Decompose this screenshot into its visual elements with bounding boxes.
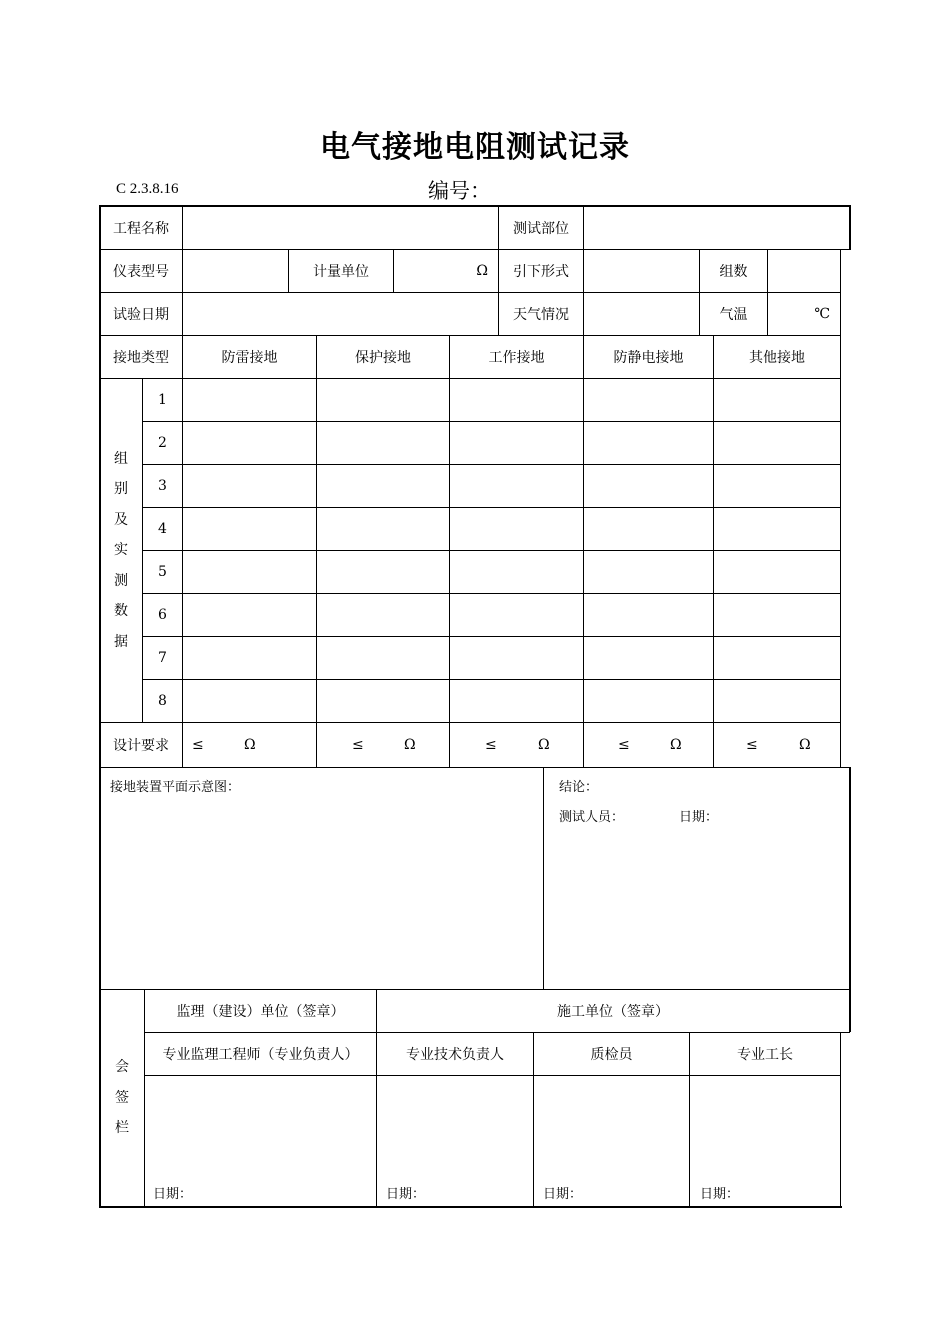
- signoff-label-char: 会: [115, 1059, 129, 1076]
- measurement-cell[interactable]: [450, 680, 583, 722]
- group-label-char: 据: [114, 633, 128, 650]
- plan-diagram-area[interactable]: [101, 798, 542, 988]
- group-data-side-label: [100, 379, 142, 722]
- measurement-cell[interactable]: [584, 465, 713, 507]
- grounding-type-other: 其他接地: [749, 350, 805, 366]
- construction-unit-label: 施工单位（签章）: [557, 1004, 669, 1020]
- signoff-side-label: [100, 990, 144, 1206]
- measurement-cell[interactable]: [584, 551, 713, 593]
- group-label-char: 数: [114, 603, 128, 620]
- group-count-field[interactable]: [768, 250, 840, 292]
- design-le-symbol: ≤: [618, 737, 630, 753]
- design-ohm-unit: Ω: [404, 737, 416, 753]
- measurement-cell[interactable]: [450, 551, 583, 593]
- group-row-number: 3: [158, 478, 167, 494]
- measurement-cell[interactable]: [183, 422, 316, 464]
- design-ohm-unit: Ω: [538, 737, 550, 753]
- design-le-symbol: ≤: [485, 737, 497, 753]
- measure-unit-label: 计量单位: [313, 264, 369, 280]
- group-row-number: 2: [158, 435, 167, 451]
- quality-inspector-signature[interactable]: [534, 1076, 689, 1176]
- measurement-cell[interactable]: [317, 551, 449, 593]
- measurement-cell[interactable]: [584, 637, 713, 679]
- measurement-cell[interactable]: [584, 594, 713, 636]
- form-code: C 2.3.8.16: [116, 181, 179, 197]
- signoff-date-label: 日期：: [386, 1187, 426, 1202]
- table-border-line: [840, 249, 841, 768]
- conclusion-date-label: 日期：: [679, 810, 719, 825]
- test-location-label: 测试部位: [513, 220, 569, 237]
- measurement-cell[interactable]: [714, 637, 840, 679]
- signoff-date-label: 日期：: [153, 1187, 193, 1202]
- measurement-cell[interactable]: [450, 379, 583, 421]
- measurement-cell[interactable]: [450, 465, 583, 507]
- weather-field[interactable]: [584, 293, 699, 335]
- design-le-symbol: ≤: [192, 737, 204, 753]
- measurement-cell[interactable]: [714, 594, 840, 636]
- project-name-label: 工程名称: [113, 220, 169, 237]
- measurement-cell[interactable]: [584, 508, 713, 550]
- downlead-form-field[interactable]: [584, 250, 699, 292]
- signoff-date-label: 日期：: [543, 1187, 583, 1202]
- measurement-cell[interactable]: [317, 465, 449, 507]
- temperature-field[interactable]: ℃: [814, 306, 830, 322]
- measurement-cell[interactable]: [584, 680, 713, 722]
- test-location-field[interactable]: [584, 206, 849, 249]
- test-date-label: 试验日期: [113, 307, 169, 323]
- group-label-char: 组: [114, 450, 128, 467]
- signoff-label-char: 签: [115, 1089, 129, 1106]
- measurement-cell[interactable]: [183, 465, 316, 507]
- design-le-symbol: ≤: [746, 737, 758, 753]
- group-label-char: 及: [114, 511, 128, 528]
- design-ohm-unit: Ω: [670, 737, 682, 753]
- group-label-char: 别: [114, 481, 128, 498]
- project-name-field[interactable]: [183, 206, 498, 249]
- design-requirement-label: 设计要求: [113, 738, 169, 754]
- signoff-label-char: 栏: [115, 1120, 129, 1137]
- downlead-form-label: 引下形式: [513, 264, 569, 280]
- grounding-type-working: 工作接地: [488, 350, 545, 366]
- signoff-date-label: 日期：: [700, 1187, 740, 1202]
- measurement-cell[interactable]: [584, 422, 713, 464]
- table-border-line: [849, 767, 851, 1032]
- measurement-cell[interactable]: [317, 594, 449, 636]
- grounding-type-antistatic: 防静电接地: [613, 350, 684, 366]
- measurement-cell[interactable]: [450, 637, 583, 679]
- measurement-cell[interactable]: [584, 379, 713, 421]
- temperature-label: 气温: [719, 307, 748, 323]
- instrument-model-label: 仪表型号: [113, 264, 169, 280]
- grounding-type-label: 接地类型: [113, 350, 169, 366]
- measurement-cell[interactable]: [317, 637, 449, 679]
- test-date-field[interactable]: [183, 293, 498, 335]
- group-row-number: 1: [158, 392, 167, 408]
- instrument-model-field[interactable]: [183, 250, 288, 292]
- group-label-char: 实: [114, 542, 128, 559]
- weather-label: 天气情况: [513, 307, 569, 323]
- supervision-unit-label: 监理（建设）单位（签章）: [176, 1004, 345, 1020]
- group-row-number: 7: [158, 650, 167, 666]
- foreman-label: 专业工长: [737, 1047, 793, 1063]
- measurement-cell[interactable]: [714, 379, 840, 421]
- tester-label: 测试人员：: [559, 810, 625, 825]
- measurement-cell[interactable]: [317, 422, 449, 464]
- group-count-label: 组数: [719, 264, 748, 280]
- measurement-cell[interactable]: [450, 594, 583, 636]
- design-le-symbol: ≤: [352, 737, 364, 753]
- measure-unit-value[interactable]: Ω: [476, 263, 488, 279]
- supervising-engineer-signature[interactable]: [145, 1076, 376, 1176]
- foreman-signature[interactable]: [690, 1076, 840, 1176]
- technical-lead-label: 专业技术负责人: [406, 1047, 504, 1063]
- measurement-cell[interactable]: [714, 422, 840, 464]
- measurement-cell[interactable]: [714, 508, 840, 550]
- group-row-number: 4: [158, 521, 167, 537]
- measurement-cell[interactable]: [714, 551, 840, 593]
- serial-number-label: 编号：: [428, 179, 491, 203]
- group-row-number: 6: [158, 607, 167, 623]
- plan-diagram-label: 接地装置平面示意图：: [110, 780, 241, 795]
- measurement-cell[interactable]: [183, 637, 316, 679]
- supervising-engineer-label: 专业监理工程师（专业负责人）: [162, 1047, 359, 1063]
- group-row-number: 8: [158, 693, 167, 709]
- table-border-line: [840, 1032, 841, 1208]
- technical-lead-signature[interactable]: [377, 1076, 533, 1176]
- table-border-line: [100, 722, 841, 723]
- group-label-char: 测: [114, 572, 128, 589]
- measurement-cell[interactable]: [183, 551, 316, 593]
- measurement-cell[interactable]: [714, 680, 840, 722]
- quality-inspector-label: 质检员: [590, 1047, 633, 1063]
- design-ohm-unit: Ω: [244, 737, 256, 753]
- measurement-cell[interactable]: [714, 465, 840, 507]
- measurement-cell[interactable]: [317, 680, 449, 722]
- design-ohm-unit: Ω: [799, 737, 811, 753]
- measurement-cell[interactable]: [450, 508, 583, 550]
- table-border-line: [543, 767, 544, 989]
- grounding-type-protective: 保护接地: [355, 350, 411, 366]
- group-row-number: 5: [158, 564, 167, 580]
- measurement-cell[interactable]: [183, 680, 316, 722]
- grounding-type-lightning: 防雷接地: [221, 350, 278, 366]
- measurement-cell[interactable]: [317, 379, 449, 421]
- table-border-line: [100, 767, 850, 768]
- measurement-cell[interactable]: [183, 594, 316, 636]
- table-border-line: [849, 205, 851, 250]
- conclusion-label: 结论：: [559, 780, 599, 795]
- measurement-cell[interactable]: [317, 508, 449, 550]
- table-border-line: [99, 1206, 842, 1208]
- measurement-cell[interactable]: [183, 508, 316, 550]
- document-title: 电气接地电阻测试记录: [320, 130, 630, 165]
- measurement-cell[interactable]: [183, 379, 316, 421]
- measurement-cell[interactable]: [450, 422, 583, 464]
